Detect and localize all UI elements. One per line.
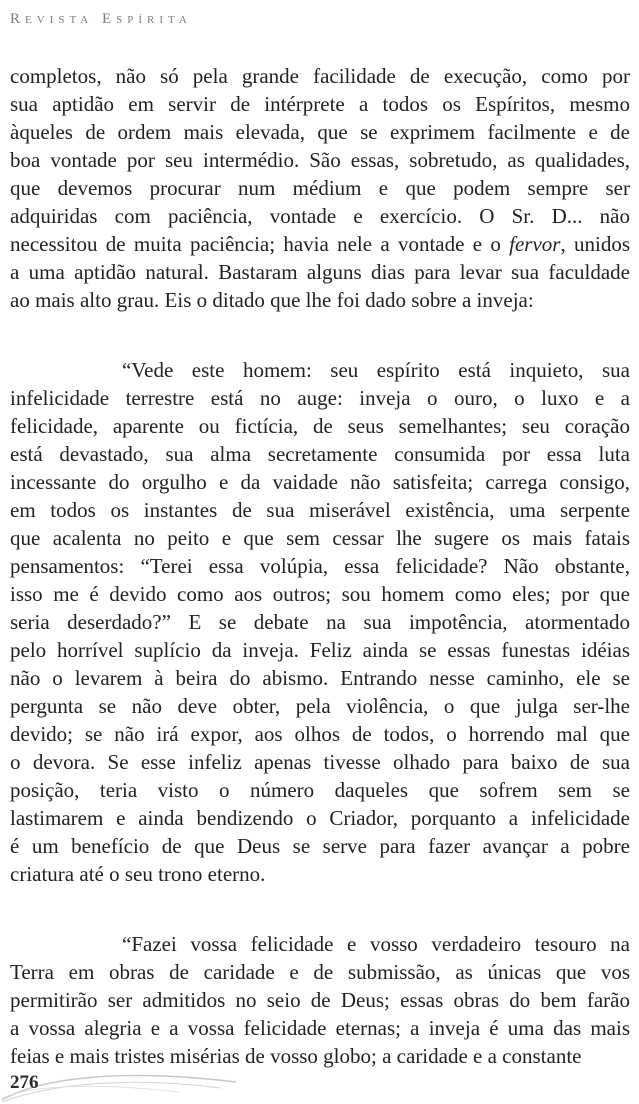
running-head-title: Revista Espírita: [10, 11, 192, 27]
text-line: a uma aptidão natural. Bastaram alguns dias para levar sua faculdade: [10, 260, 630, 284]
text-line: permitirão ser admitidos no seio de Deus; essas obras do bem farão: [10, 988, 630, 1012]
page-number: 276: [10, 1072, 39, 1093]
text-line: devido; se não irá expor, aos olhos de todos, o horrendo mal que: [10, 722, 630, 746]
text-line: pelo horrível suplício da inveja. Feliz ainda se essas funestas idéias: [10, 638, 630, 662]
text-line: feias e mais tristes misérias de vosso globo; a caridade e a constante: [10, 1044, 582, 1068]
text-line: adquiridas com paciência, vontade e exercício. O Sr. D... não: [10, 204, 630, 228]
text-line: àqueles de ordem mais elevada, que se exprimem facilmente e de: [10, 120, 630, 144]
paragraph-gap: [10, 314, 630, 356]
paragraph: [10, 356, 630, 888]
italic-word: fervor: [509, 232, 561, 256]
text-line: não o levarem à beira do abismo. Entrando nesse caminho, ele se: [10, 666, 630, 690]
text-line: lastimarem e ainda bendizendo o Criador, porquanto a infelicidade: [10, 806, 630, 830]
text-line: infelicidade terrestre está no auge: inveja o ouro, o luxo e a: [10, 386, 630, 410]
text-line: ao mais alto grau. Eis o ditado que lhe foi dado sobre a inveja:: [10, 288, 534, 312]
text-line: “Fazei vossa felicidade e vosso verdadeiro tesouro na: [122, 932, 630, 956]
paragraph-gap: [10, 888, 630, 930]
text-line: está devastado, sua alma secretamente consumida por essa luta: [10, 442, 630, 466]
text-line: é um benefício de que Deus se serve para fazer avançar a pobre: [10, 834, 630, 858]
text-line: necessitou de muita paciência; havia nele a vontade e o fervor, unidos: [10, 232, 630, 256]
text-line: em todos os instantes de sua miserável existência, uma serpente: [10, 498, 630, 522]
text-line: incessante do orgulho e da vaidade não satisfeita; carrega consigo,: [10, 470, 630, 494]
text-line: completos, não só pela grande facilidade de execução, como por: [10, 64, 630, 88]
text-line: posição, teria visto o número daqueles que sofrem sem se: [10, 778, 630, 802]
text-line: criatura até o seu trono eterno.: [10, 862, 266, 886]
text-line: que devemos procurar num médium e que podem sempre ser: [10, 176, 630, 200]
text-line: a vossa alegria e a vossa felicidade eternas; a inveja é uma das mais: [10, 1016, 630, 1040]
text-line: seria deserdado?” E se debate na sua impotência, atormentado: [10, 610, 630, 634]
text-line: “Vede este homem: seu espírito está inquieto, sua: [122, 358, 630, 382]
text-line: o devora. Se esse infeliz apenas tivesse olhado para baixo de sua: [10, 750, 630, 774]
text-line: boa vontade por seu intermédio. São essas, sobretudo, as qualidades,: [10, 148, 630, 172]
paragraph: [10, 62, 630, 314]
text-line: Terra em obras de caridade e de submissão, as únicas que vos: [10, 960, 630, 984]
text-line: pensamentos: “Terei essa volúpia, essa felicidade? Não obstante,: [10, 554, 630, 578]
text-line: pergunta se não deve obter, pela violência, o que julga ser-lhe: [10, 694, 630, 718]
body-text: [10, 62, 630, 1070]
text-line: sua aptidão em servir de intérprete a todos os Espíritos, mesmo: [10, 92, 630, 116]
text-line: felicidade, aparente ou fictícia, de seus semelhantes; seu coração: [10, 414, 630, 438]
paragraph: [10, 930, 630, 1070]
text-line: que acalenta no peito e que sem cessar lhe sugere os mais fatais: [10, 526, 630, 550]
text-line: isso me é devido como aos outros; sou homem como eles; por que: [10, 582, 630, 606]
